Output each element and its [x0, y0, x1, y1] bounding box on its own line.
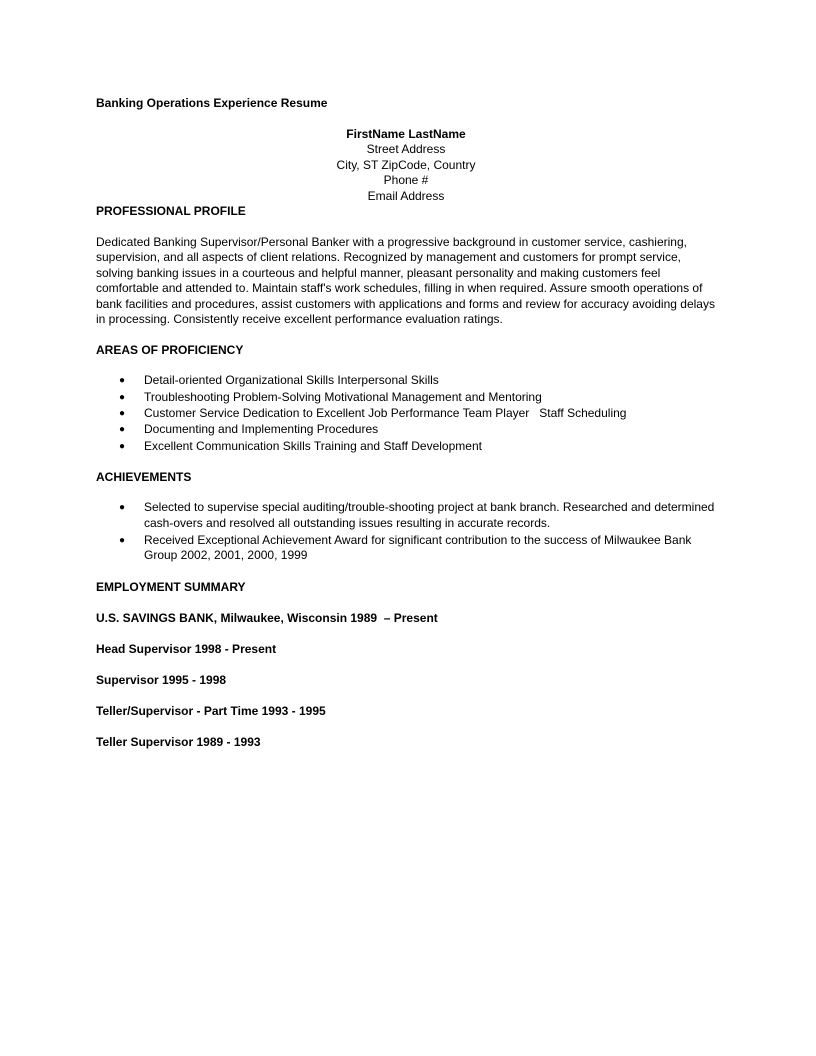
contact-street: Street Address	[366, 142, 446, 157]
achievements-heading: ACHIEVEMENTS	[96, 470, 192, 485]
list-item-text: Excellent Communication Skills Training and Staff Development	[144, 438, 482, 453]
list-item	[96, 390, 716, 406]
bullet-icon: ●	[119, 424, 126, 436]
bullet-icon: ●	[119, 502, 126, 514]
employment-entry: Supervisor 1995 - 1998	[96, 673, 227, 688]
bullet-icon: ●	[119, 391, 126, 403]
list-item-text: Selected to supervise special auditing/trouble-shooting project at bank branch. Researched and determined cash-overs and resolved all outstanding issues resulting in accurate records.	[144, 500, 715, 531]
list-item	[96, 533, 716, 565]
list-item-text: Troubleshooting Problem-Solving Motivational Management and Mentoring	[144, 389, 542, 404]
contact-email: Email Address	[367, 188, 445, 203]
list-item-text: Documenting and Implementing Procedures	[144, 422, 379, 437]
employment-heading: EMPLOYMENT SUMMARY	[96, 580, 246, 595]
list-item	[96, 373, 716, 389]
bullet-icon: ●	[119, 534, 126, 546]
profile-heading: PROFESSIONAL PROFILE	[96, 204, 246, 219]
employment-entry: Teller Supervisor 1989 - 1993	[96, 735, 261, 750]
contact-name: FirstName LastName	[346, 127, 466, 141]
list-item-text: Detail-oriented Organizational Skills Interpersonal Skills	[144, 373, 439, 388]
list-item	[96, 406, 716, 422]
employment-entry: U.S. SAVINGS BANK, Milwaukee, Wisconsin 1989 – Present	[96, 611, 438, 626]
list-item	[96, 422, 716, 438]
profile-text: Dedicated Banking Supervisor/Personal Banker with a progressive background in customer service, cashiering, supervision, and all aspects of client relations. Recognized by management and customers for prompt service, solving banking issues in a courteous and helpful manner, pleasant personality and making customers feel comfortable and attended to. Maintain staff's work schedules, filling in when required. Assure smooth operations of bank facilities and procedures, assist customers with applications and forms and review for accuracy avoiding delays in processing. Consistently receive excellent performance evaluation ratings.	[96, 235, 715, 327]
bullet-icon: ●	[119, 408, 126, 420]
proficiency-heading: AREAS OF PROFICIENCY	[96, 343, 244, 358]
employment-entry: Teller/Supervisor - Part Time 1993 - 1995	[96, 704, 326, 719]
contact-phone: Phone #	[383, 173, 429, 188]
document-title: Banking Operations Experience Resume	[96, 96, 328, 110]
resume-page	[96, 96, 716, 750]
achievements-list	[96, 500, 716, 564]
list-item-text: Received Exceptional Achievement Award for significant contribution to the success of Milwaukee Bank Group 2002, 2001, 2000, 1999	[144, 532, 692, 563]
contact-block	[96, 127, 716, 204]
bullet-icon: ●	[119, 440, 126, 452]
list-item-text: Customer Service Dedication to Excellent Job Performance Team Player Staff Scheduling	[144, 406, 627, 421]
list-item	[96, 439, 716, 455]
proficiency-list	[96, 373, 716, 454]
bullet-icon: ●	[119, 375, 126, 387]
list-item	[96, 500, 716, 532]
contact-city: City, ST ZipCode, Country	[336, 157, 476, 172]
employment-entry: Head Supervisor 1998 - Present	[96, 642, 277, 657]
